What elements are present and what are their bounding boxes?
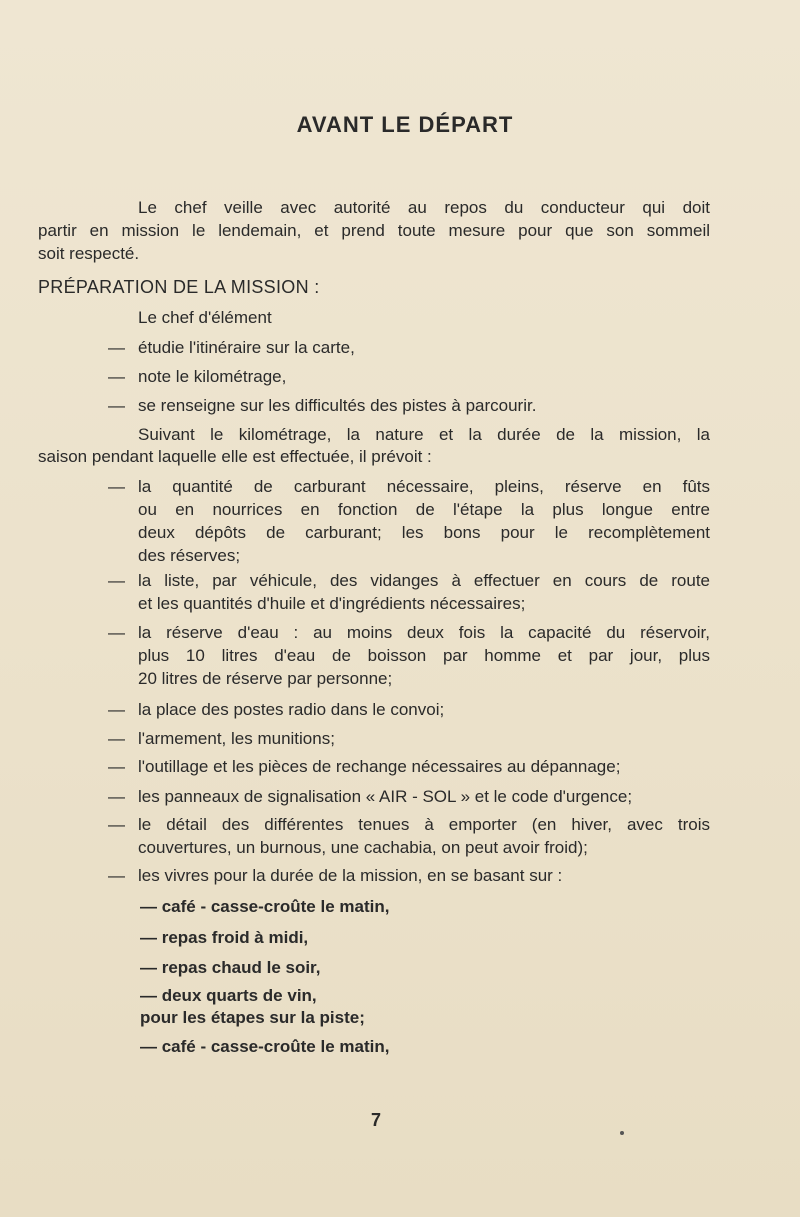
chef-label: Le chef d'élément — [138, 308, 272, 327]
item-carburant-line-1: la quantité de carburant nécessaire, pleins, réserve en fûts — [138, 477, 710, 496]
dash: — — [108, 729, 125, 748]
dash: — — [108, 571, 125, 590]
item-tenues-line-1: le détail des différentes tenues à emporter (en hiver, avec trois — [138, 815, 710, 834]
dash: — — [108, 866, 125, 885]
item-armement: l'armement, les munitions; — [138, 729, 335, 748]
item-outillage: l'outillage et les pièces de rechange nécessaires au dépannage; — [138, 757, 621, 776]
dash: — — [108, 623, 125, 642]
step-itineraire: étudie l'itinéraire sur la carte, — [138, 338, 355, 357]
meal-line: — café - casse-croûte le matin, — [140, 1037, 390, 1056]
item-eau-line-1: la réserve d'eau : au moins deux fois la capacité du réservoir, — [138, 623, 710, 642]
item-vivres: les vivres pour la durée de la mission, en se basant sur : — [138, 866, 563, 885]
item-vidanges-line-2: et les quantités d'huile et d'ingrédients nécessaires; — [138, 594, 526, 613]
intro-line-3: soit respecté. — [38, 244, 140, 263]
dash: — — [108, 757, 125, 776]
meal-line: pour les étapes sur la piste; — [140, 1008, 365, 1027]
dash: — — [108, 700, 125, 719]
item-vidanges-line-1: la liste, par véhicule, des vidanges à effectuer en cours de route — [138, 571, 710, 590]
item-radio: la place des postes radio dans le convoi; — [138, 700, 445, 719]
dash: — — [108, 815, 125, 834]
item-carburant-line-3: deux dépôts de carburant; les bons pour le recomplètement — [138, 523, 710, 542]
page-title: AVANT LE DÉPART — [296, 112, 514, 137]
dash: — — [108, 338, 125, 357]
item-carburant-line-4: des réserves; — [138, 546, 241, 565]
step-kilometrage: note le kilométrage, — [138, 367, 287, 386]
meal-line: — café - casse-croûte le matin, — [140, 897, 390, 916]
suivant-line-2: saison pendant laquelle elle est effectuée, il prévoit : — [38, 447, 432, 466]
dash: — — [108, 787, 125, 806]
item-tenues-line-2: couvertures, un burnous, une cachabia, on peut avoir froid); — [138, 838, 588, 857]
meal-line: — repas froid à midi, — [140, 928, 309, 947]
dash: — — [108, 367, 125, 386]
ink-speck — [620, 1131, 624, 1135]
section-heading: PRÉPARATION DE LA MISSION : — [38, 277, 320, 297]
dash: — — [108, 477, 125, 496]
item-carburant-line-2: ou en nourrices en fonction de l'étape la plus longue entre — [138, 500, 710, 519]
intro-line-1: Le chef veille avec autorité au repos du conducteur qui doit — [138, 198, 710, 217]
intro-line-2: partir en mission le lendemain, et prend toute mesure pour que son sommeil — [38, 221, 710, 240]
item-eau-line-3: 20 litres de réserve par personne; — [138, 669, 393, 688]
dash: — — [108, 396, 125, 415]
page-number: 7 — [370, 1110, 381, 1130]
step-difficultes: se renseigne sur les difficultés des pistes à parcourir. — [138, 396, 537, 415]
meal-line: — deux quarts de vin, — [140, 986, 317, 1005]
item-panneaux: les panneaux de signalisation « AIR - SOL » et le code d'urgence; — [138, 787, 633, 806]
meal-line: — repas chaud le soir, — [140, 958, 321, 977]
item-eau-line-2: plus 10 litres d'eau de boisson par homme et par jour, plus — [138, 646, 710, 665]
suivant-line-1: Suivant le kilométrage, la nature et la durée de la mission, la — [138, 425, 710, 444]
